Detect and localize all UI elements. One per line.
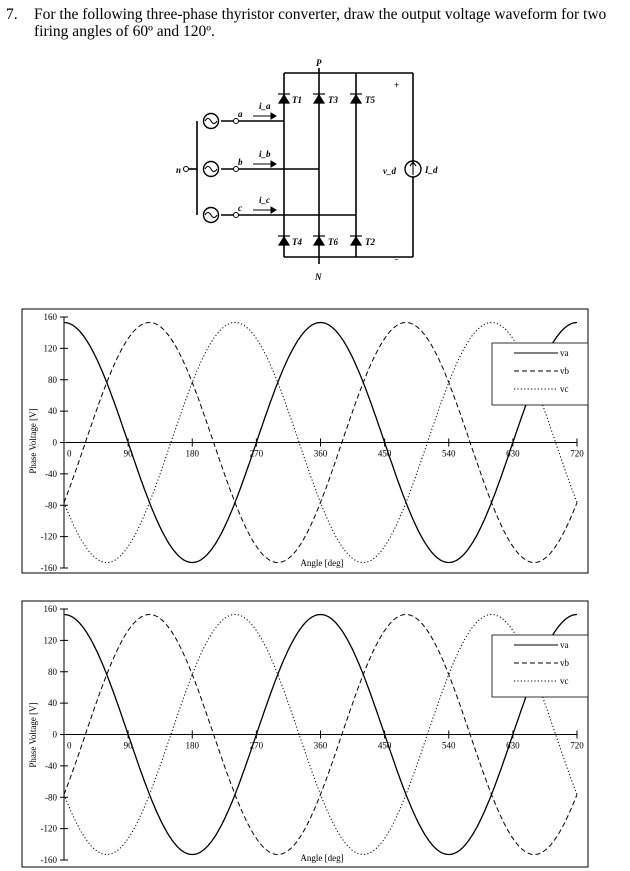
x-tick-label: 630 [506,740,520,751]
thyristor-converter-diagram [0,0,630,290]
x-tick-label: 720 [570,740,584,751]
y-tick-label: 0 [52,437,57,448]
y-tick-label: 80 [48,374,57,385]
thyristor-t4-label: T4 [292,237,302,247]
x-tick-label: 180 [185,448,199,459]
thyristor-t3-label: T3 [328,95,338,105]
x-origin-label: 0 [67,448,72,459]
phase-a-label: a [238,109,243,119]
current-ib-label: i_b [259,149,271,159]
y-axis-label: Phase Voltage [V] [28,702,38,768]
x-axis-label: Angle [deg] [300,558,344,568]
legend-label-va: va [560,348,569,358]
legend-box [492,635,588,697]
x-tick-label: 720 [570,448,584,459]
x-axis-label: Angle [deg] [300,853,344,863]
y-tick-label: -80 [45,792,57,803]
x-tick-label: 270 [249,740,264,751]
y-tick-label: 120 [43,343,57,354]
x-tick-label: 270 [249,448,264,459]
thyristor-t5-label: T5 [365,95,375,105]
neutral-label: n [176,165,182,175]
current-ic-label: i_c [259,195,270,205]
legend-label-vc: vc [560,384,569,394]
question-text: For the following three-phase thyristor converter, draw the output voltage waveform for two firing angles of 60º and 120º. [34,6,607,40]
question-number: 7. [6,6,18,23]
y-tick-label: 40 [48,698,57,709]
load-current-label: I_d [425,165,438,175]
legend-label-vb: vb [560,366,569,376]
x-tick-label: 450 [377,740,392,751]
y-tick-label: -160 [40,855,57,865]
thyristor-t6-label: T6 [328,237,338,247]
output-voltage-label: v_d [383,166,396,176]
legend-label-vb: vb [560,658,569,668]
x-tick-label: 540 [442,448,456,459]
x-tick-label: 450 [377,448,392,459]
phase-c-label: c [238,203,242,213]
minus-label: - [395,254,398,264]
x-tick-label: 360 [313,448,328,459]
x-tick-label: 630 [506,448,520,459]
y-tick-label: -40 [45,760,57,771]
x-tick-label: 180 [185,740,199,751]
y-tick-label: -160 [40,563,57,573]
x-origin-label: 0 [67,740,72,751]
y-tick-label: 0 [52,729,57,740]
y-tick-label: 120 [43,635,57,646]
legend-box [492,343,588,405]
y-tick-label: -80 [45,500,57,511]
legend-label-vc: vc [560,676,569,686]
thyristor-t2-label: T2 [365,237,375,247]
phase-voltage-chart-2 [0,597,630,869]
y-tick-label: -120 [40,531,57,542]
x-tick-label: 90 [123,448,133,459]
node-n-label: N [315,272,322,282]
x-tick-label: 360 [313,740,328,751]
y-tick-label: 80 [48,666,57,677]
y-tick-label: -120 [40,823,57,834]
y-tick-label: 160 [43,604,57,614]
y-tick-label: 160 [43,312,57,322]
current-ia-label: i_a [259,101,271,111]
y-tick-label: 40 [48,406,57,417]
phase-b-label: b [238,157,243,167]
node-p-label: P [316,58,322,68]
legend-label-va: va [560,640,569,650]
y-axis-label: Phase Voltage [V] [28,408,38,474]
phase-voltage-chart-1 [0,305,630,575]
x-tick-label: 540 [442,740,456,751]
y-tick-label: -40 [45,468,57,479]
plus-label: + [394,80,400,90]
x-tick-label: 90 [123,740,133,751]
thyristor-t1-label: T1 [292,95,302,105]
